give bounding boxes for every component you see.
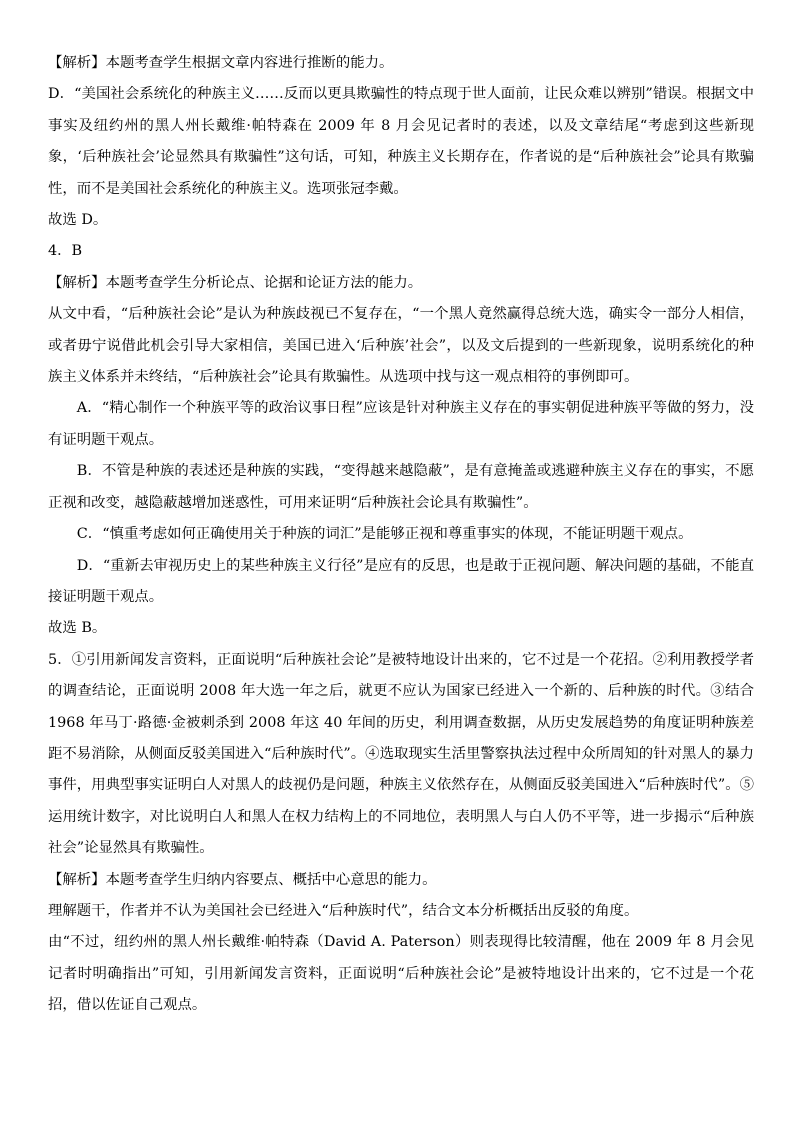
question-4-answer: 4．B: [48, 243, 83, 260]
question-5-answer: 5．①引用新闻发言资料，正面说明“后种族社会论”是被特地设计出来的，它不过是一个花招。②利用教授学者的调查结论，正面说明 2008 年大选一年之后，就更不应认为国家已经进入一个新的、后种族的时代。③结合 1968 年马丁·路德·金被刺杀到 2008 年这 40 年间的历史，利用调查数据，从历史发展趋势的角度证明种族差距不易消除，从侧面反驳美国进入“后种族时代”。④选取现实生活里警察执法过程中众所周知的针对黑人的暴力事件，用典型事实证明白人对黑人的歧视仍是问题，种族主义依然存在，从侧面反驳美国进入“后种族时代”。⑤运用统计数字，对比说明白人和黑人在权力结构上的不同地位，表明黑人与白人仍不平等，进一步揭示“后种族社会”论显然具有欺骗性。: [48, 651, 754, 857]
answer-3: 故选 D。: [48, 212, 108, 229]
option-d-explanation: D．“美国社会系统化的种族主义……反而以更具欺骗性的特点现于世人面前，让民众难以辨别”错误。根据文中事实及纽约州的黑人州长戴维·帕特森在 2009 年 8 月会见记者时的表述，以及文章结尾“考虑到这些新现象，‘后种族社会’论显然具有欺骗性”这句话，可知，种族主义长期存在，作者说的是“后种族社会”论具有欺骗性，而不是美国社会系统化的种族主义。选项张冠李戴。: [48, 86, 754, 197]
option-c: C．“慎重考虑如何正确使用关于种族的词汇”是能够正视和尊重事实的体现，不能证明题干观点。: [76, 526, 693, 543]
option-a: A．“精心制作一个种族平等的政治议事日程”应该是针对种族主义存在的事实朝促进种族平等做的努力，没有证明题干观点。: [48, 400, 754, 448]
option-d: D．“重新去审视历史上的某些种族主义行径”是应有的反思，也是敢于正视问题、解决问题的基础，不能直接证明题干观点。: [48, 557, 754, 605]
analysis-body-5b: 由“不过，纽约州的黑人州长戴维·帕特森（David A. Paterson）则表现得比较清醒，他在 2009 年 8 月会见记者时明确指出”可知，引用新闻发言资料，正面说明“后种族社会论”是被特地设计出来的，它不过是一个花招，借以佐证自己观点。: [48, 934, 754, 1014]
analysis-intro-3: 【解析】本题考查学生根据文章内容进行推断的能力。: [48, 55, 394, 71]
answer-4: 故选 B。: [48, 620, 107, 637]
analysis-intro-5: 【解析】本题考查学生归纳内容要点、概括中心意思的能力。: [48, 871, 437, 888]
analysis-intro-4: 【解析】本题考查学生分析论点、论据和论证方法的能力。: [48, 274, 423, 291]
document-page: [48, 48, 754, 1022]
analysis-body-4: 从文中看，“后种族社会论”是认为种族歧视已不复存在，“一个黑人竟然赢得总统大选，确实令一部分人相信，或者毋宁说借此机会引导大家相信，美国已进入‘后种族’社会”，以及文后提到的一些新现象，说明系统化的种族主义体系并未终结，“后种族社会”论具有欺骗性。从选项中找与这一观点相符的事例即可。: [48, 306, 754, 386]
option-b: B．不管是种族的表述还是种族的实践，“变得越来越隐蔽”，是有意掩盖或逃避种族主义存在的事实，不愿正视和改变，越隐蔽越增加迷惑性，可用来证明“后种族社会论具有欺骗性”。: [48, 463, 754, 511]
analysis-body-5a: 理解题干，作者并不认为美国社会已经进入“后种族时代”，结合文本分析概括出反驳的角度。: [48, 902, 639, 919]
